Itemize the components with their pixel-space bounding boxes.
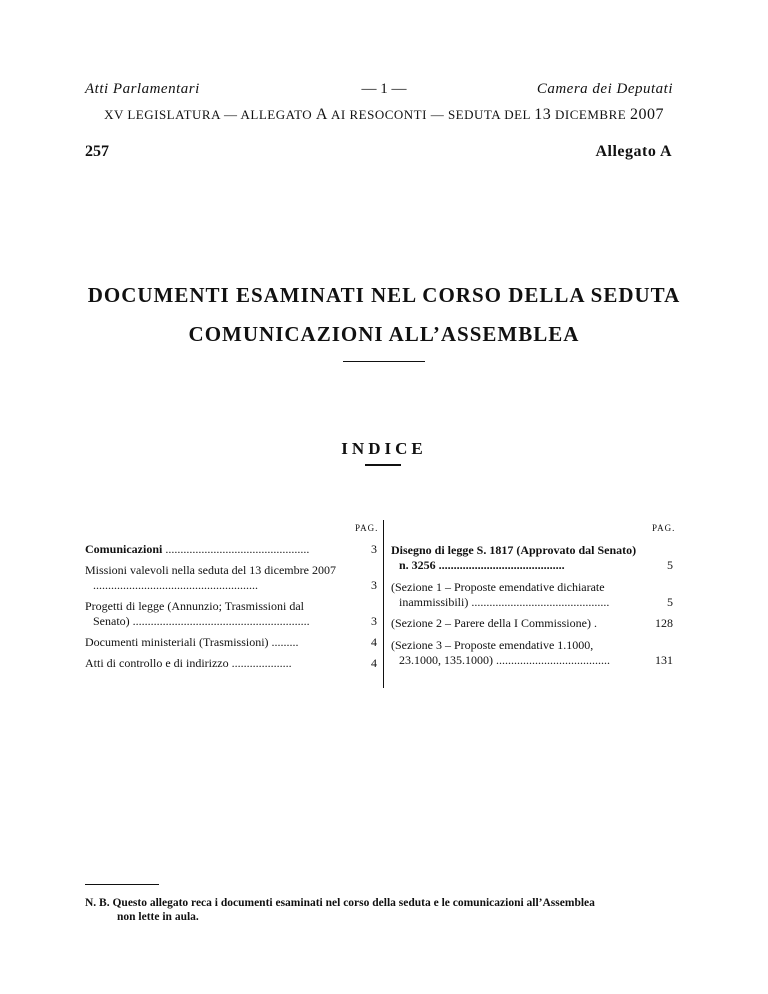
document-title-line1: DOCUMENTI ESAMINATI NEL CORSO DELLA SEDUTA — [87, 283, 681, 307]
index-entry[interactable] — [85, 635, 337, 650]
index-entry-page: 5 — [667, 595, 673, 609]
pag-label-left: PAG. — [355, 523, 379, 533]
index-entry-text: (Sezione 1 – Proposte emendative dichiarate inammissibili) .............................................. — [391, 580, 610, 609]
index-entry-text — [85, 542, 337, 557]
index-entry-dots: ................................................ — [162, 542, 310, 556]
sub-header-part1: XV LEGISLATURA — ALLEGATO — [104, 107, 313, 122]
index-divider — [365, 464, 401, 466]
index-entry-text: (Sezione 2 – Parere della I Commissione) . — [391, 616, 597, 630]
index-entry[interactable] — [85, 542, 337, 557]
index-entry-page: 5 — [667, 558, 673, 572]
index-entry-bold: Comunicazioni — [85, 542, 163, 556]
header-right: Camera dei Deputati — [536, 81, 673, 97]
sub-header-big1: A — [315, 106, 328, 123]
index-entry-text: Missioni valevoli nella seduta del 13 dicembre 2007 ....................................................... — [85, 563, 336, 592]
index-entry[interactable] — [85, 563, 337, 593]
pag-label-right: PAG. — [652, 523, 676, 533]
footnote-line2: non lette in aula. — [117, 911, 199, 923]
sub-header-big3: 2007 — [629, 106, 664, 123]
index-entry-page: 131 — [655, 653, 673, 667]
index-entry[interactable] — [391, 543, 637, 573]
footnote-rule — [85, 884, 159, 885]
header-left: Atti Parlamentari — [85, 81, 200, 97]
index-entry-page: 3 — [371, 614, 377, 628]
index-entry-page: 3 — [371, 578, 377, 592]
footnote-line1: N. B. Questo allegato reca i documenti esaminati nel corso della seduta e le comunicazioni all’Assemblea — [85, 897, 595, 909]
index-entry-page: 128 — [655, 616, 673, 630]
index-entry-text: Progetti di legge (Annunzio; Trasmissioni dal Senato) ........................................................... — [85, 599, 310, 628]
sub-header-part3: DICEMBRE — [555, 107, 627, 122]
index-entry-page: 4 — [371, 635, 377, 649]
footnote — [85, 896, 685, 924]
index-entry[interactable] — [391, 638, 637, 668]
sub-header — [0, 106, 768, 124]
title-divider — [343, 361, 425, 362]
document-title-line2: COMUNICAZIONI ALL’ASSEMBLEA — [188, 322, 580, 346]
sub-header-part2: AI RESOCONTI — SEDUTA DEL — [331, 107, 531, 122]
allegato-label: Allegato A — [595, 143, 672, 160]
index-entry-page: 3 — [371, 542, 377, 556]
index-entry-text: Atti di controllo e di indirizzo .................... — [85, 656, 292, 670]
index-entry[interactable] — [391, 616, 637, 631]
index-entry-text: Disegno di legge S. 1817 (Approvato dal Senato) n. 3256 .......................................... — [391, 543, 637, 572]
sub-header-big2: 13 — [534, 106, 552, 123]
column-divider — [383, 520, 384, 688]
index-entry-page: 4 — [371, 656, 377, 670]
index-entry[interactable] — [85, 599, 337, 629]
header-page-number: — 1 — — [361, 81, 407, 97]
page-number: 257 — [85, 143, 109, 160]
index-entry-text: Documenti ministeriali (Trasmissioni) ......... — [85, 635, 299, 649]
index-entry[interactable] — [391, 580, 637, 610]
index-entry-text: (Sezione 3 – Proposte emendative 1.1000, 23.1000, 135.1000) ...................................... — [391, 638, 610, 667]
index-title: INDICE — [341, 439, 427, 458]
index-entry[interactable] — [85, 656, 337, 671]
